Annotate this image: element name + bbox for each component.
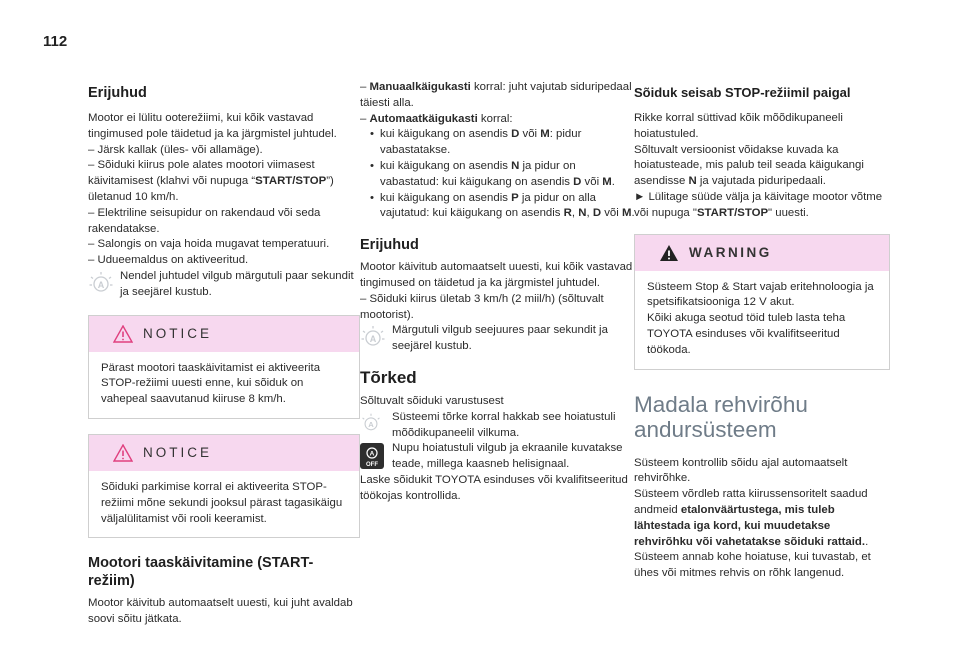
lamp-text: Nendel juhtudel vilgub märgutuli paar sekundit ja seejärel kustub.	[120, 269, 354, 298]
section-heading-special-cases-restart: Erijuhud	[360, 237, 419, 254]
bullet-item: • kui käigukang on asendis P ja pidur on alla vajutatud: kui käigukang on asendis R, N, D või M.	[360, 191, 635, 223]
section-title-tpms: Madala rehvirõhu andursüsteem	[634, 391, 808, 442]
stop-start-fault-lamp-icon	[360, 412, 382, 434]
paragraph: Rikke korral süttivad kõik mõõdikupaneeli hoiatustuled.	[634, 112, 843, 140]
warning-triangle-icon	[113, 325, 133, 343]
off-button-note	[360, 441, 635, 473]
stop-start-lamp-icon	[360, 324, 386, 350]
column-middle	[360, 80, 635, 505]
faults-outro: Laske sõidukit TOYOTA esinduses või kvalifitseeritud töökojas kontrollida.	[360, 473, 628, 502]
stop-start-off-button-icon	[360, 443, 384, 469]
bullet-item: • kui käigukang on asendis D või M: pidur vabastatakse.	[360, 127, 635, 159]
list-item: – Sõiduki kiirus pole alates mootori viimasest käivitamisest (klahvi või nupuga “START/STOP”) ületanud 10 km/h.	[88, 159, 334, 203]
svg-text:A: A	[97, 279, 105, 290]
notice-box	[88, 315, 360, 419]
fault-lamp-note	[360, 410, 635, 442]
lamp-note	[360, 323, 635, 355]
notice-box	[88, 434, 360, 538]
paragraph: Süsteem kontrollib sõidu ajal automaatselt rehvirõhke.	[634, 456, 848, 485]
section-heading-restart: Mootori taaskäivitamine (START-režiim)	[88, 555, 314, 590]
list-item: – Automaatkäigukasti korral:	[360, 112, 513, 125]
svg-text:A: A	[368, 419, 374, 429]
warning-triangle-icon	[659, 244, 679, 262]
notice-label: NOTICE	[143, 325, 213, 341]
list-item: – Järsk kallak (üles- või allamäge).	[88, 143, 263, 156]
list-item: – Sõiduki kiirus ületab 3 km/h (2 miil/h) (sõltuvalt mootorist).	[360, 292, 604, 321]
faults-intro: Sõltuvalt sõiduki varustusest	[360, 394, 504, 407]
lamp-text: Märgutuli vilgub seejuures paar sekundit ja seejärel kustub.	[392, 324, 608, 353]
paragraph: Sõltuvalt versioonist võidakse kuvada ka hoiatusteade, mis palub teil seada käigukangi asendisse N ja vajutada piduripedaali.	[634, 143, 864, 188]
list-item: – Elektriline seisupidur on rakendaud või seda rakendatakse.	[88, 206, 321, 235]
list-item: – Manuaalkäigukasti korral: juht vajutab siduripedaal täiesti alla.	[360, 81, 632, 109]
svg-text:OFF: OFF	[366, 462, 378, 469]
bullet-item: • kui käigukang on asendis N ja pidur on vabastatud: kui käigukang on asendis D või M.	[360, 159, 635, 191]
notice-header	[89, 315, 359, 352]
list-item: – Salongis on vaja hoida mugavat temperatuuri.	[88, 238, 330, 251]
instruction: ► Lülitage süüde välja ja käivitage mootor võtme või nupuga "START/STOP" uuesti.	[634, 190, 883, 219]
column-right	[634, 80, 890, 582]
section-heading-special-cases: Erijuhud	[88, 85, 147, 101]
lamp-note	[88, 269, 360, 301]
intro-text: Mootor ei lülitu ooterežiimi, kui kõik vastavad tingimused pole täidetud ja ka järgmistel juhtudel.	[88, 112, 337, 140]
notice-header	[89, 434, 359, 471]
paragraph: Süsteem annab kohe hoiatuse, kui tuvastab, et ühes või mitmes rehvis on rõhk langenud.	[634, 551, 871, 580]
warning-header	[635, 234, 889, 271]
list-item: – Udueemaldus on aktiveeritud.	[88, 254, 249, 267]
section-heading-faults: Tõrked	[360, 367, 417, 387]
fault-lamp-text: Süsteemi tõrke korral hakkab see hoiatustuli mõõdikupaneelil vilkuma.	[392, 410, 616, 439]
column-left	[88, 80, 360, 628]
section-heading-stop-mode: Sõiduk seisab STOP-režiimil paigal	[634, 85, 851, 100]
special-text: Mootor käivitub automaatselt uuesti, kui kõik vastavad tingimused on täidetud ja ka järgmistel juhtudel.	[360, 261, 633, 289]
notice-label: NOTICE	[143, 444, 213, 460]
warning-box	[634, 234, 890, 370]
stop-start-lamp-icon	[88, 270, 114, 296]
notice-text: Pärast mootori taaskäivitamist ei aktiveerita STOP-režiimi uuesti enne, kui sõiduk on vahepeal saavutanud kiiruse 8 km/h.	[101, 361, 321, 406]
svg-text:A: A	[369, 450, 375, 458]
notice-text: Sõiduki parkimise korral ei aktiveerita STOP-režiimi mõne sekundi jooksul pärast tagasikäigu väljalülitamist või rooli keeramist.	[101, 480, 343, 525]
warning-triangle-icon	[113, 444, 133, 462]
page-number: 112	[43, 33, 68, 50]
off-button-text: Nupu hoiatustuli vilgub ja ekraanile kuvatakse teade, millega kaasneb helisignaal.	[392, 442, 623, 471]
paragraph: Süsteem võrdleb ratta kiirussensoritelt saadud andmeid etalonväärtustega, mis tuleb lähtestada iga kord, kui muudetakse rehvirõhku või vahetatakse sõiduki rattaid..	[634, 488, 869, 548]
warning-text: Süsteem Stop & Start vajab eritehnoloogia ja spetsifikatsiooniga 12 V akut. Kõiki akuga seotud töid tuleb lasta teha TOYOTA esinduses või kvalifitseeritud töökoda.	[647, 280, 874, 356]
svg-text:A: A	[369, 334, 377, 345]
restart-text: Mootor käivitub automaatselt uuesti, kui juht avaldab soovi sõitu jätkata.	[88, 597, 353, 626]
warning-label: WARNING	[689, 244, 772, 260]
